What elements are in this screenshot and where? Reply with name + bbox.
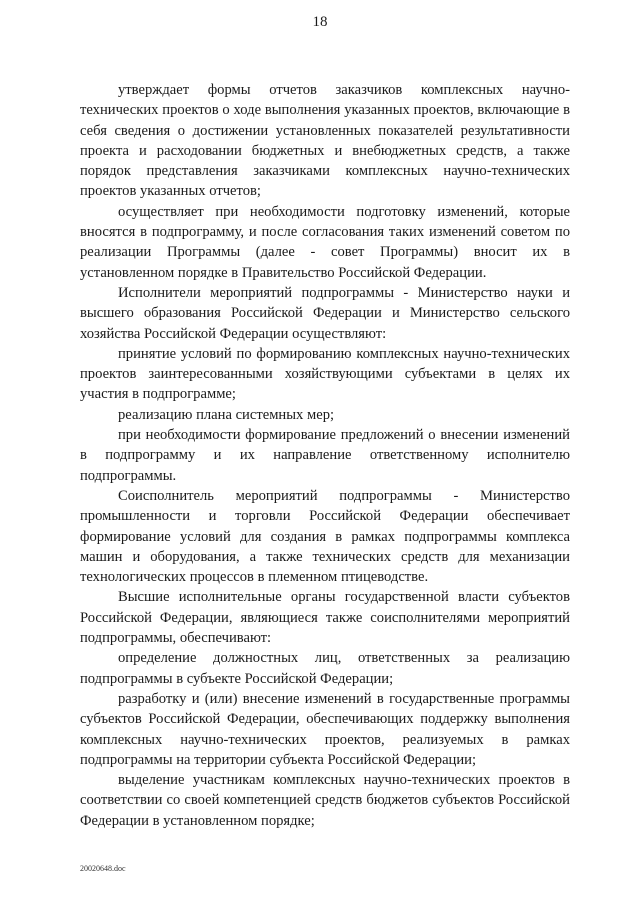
paragraph: выделение участникам комплексных научно-технических проектов в соответствии со своей компетенцией средств бюджетов субъектов Российской Федерации в установленном порядке;: [80, 772, 570, 829]
document-filename: 20020648.doc: [80, 864, 126, 873]
paragraph: определение должностных лиц, ответственных за реализацию подпрограммы в субъекте Российской Федерации;: [80, 650, 570, 687]
paragraph: принятие условий по формированию комплексных научно-технических проектов заинтересованными хозяйствующими субъектами в целях их участия в подпрограмме;: [80, 345, 570, 403]
paragraph: разработку и (или) внесение изменений в государственные программы субъектов Российской Федерации, обеспечивающих поддержку выполнения комплексных научно-технических проектов, реализуемых в рамках подпрограммы на территории субъекта Российской Федерации;: [80, 690, 570, 768]
page-number: 18: [312, 14, 328, 30]
paragraph: при необходимости формирование предложений о внесении изменений в подпрограмму и их направление ответственному исполнителю подпрограммы.: [80, 427, 570, 484]
paragraph: Исполнители мероприятий подпрограммы - Министерство науки и высшего образования Российской Федерации и Министерство сельского хозяйства Российской Федерации осуществляют:: [80, 284, 570, 342]
document-body: [80, 80, 570, 831]
paragraph: реализацию плана системных мер;: [118, 406, 335, 423]
paragraph: утверждает формы отчетов заказчиков комплексных научно-технических проектов о ходе выполнения указанных проектов, включающие в себя сведения о достижении установленных показателей результативности проекта и расходовании бюджетных и внебюджетных средств, а также порядок представления заказчиками комплексных научно-технических проектов указанных отчетов;: [80, 82, 570, 200]
paragraph: осуществляет при необходимости подготовку изменений, которые вносятся в подпрограмму, и после согласования таких изменений советом по реализации Программы (далее - совет Программы) вносит их в установленном порядке в Правительство Российской Федерации.: [80, 203, 570, 281]
paragraph: Соисполнитель мероприятий подпрограммы - Министерство промышленности и торговли Российской Федерации обеспечивает формирование условий для создания в рамках подпрограммы комплекса машин и оборудования, а также технических средств для механизации технологических процессов в племенном птицеводстве.: [80, 487, 570, 586]
paragraph: Высшие исполнительные органы государственной власти субъектов Российской Федерации, являющиеся также соисполнителями мероприятий подпрограммы, обеспечивают:: [80, 589, 570, 647]
